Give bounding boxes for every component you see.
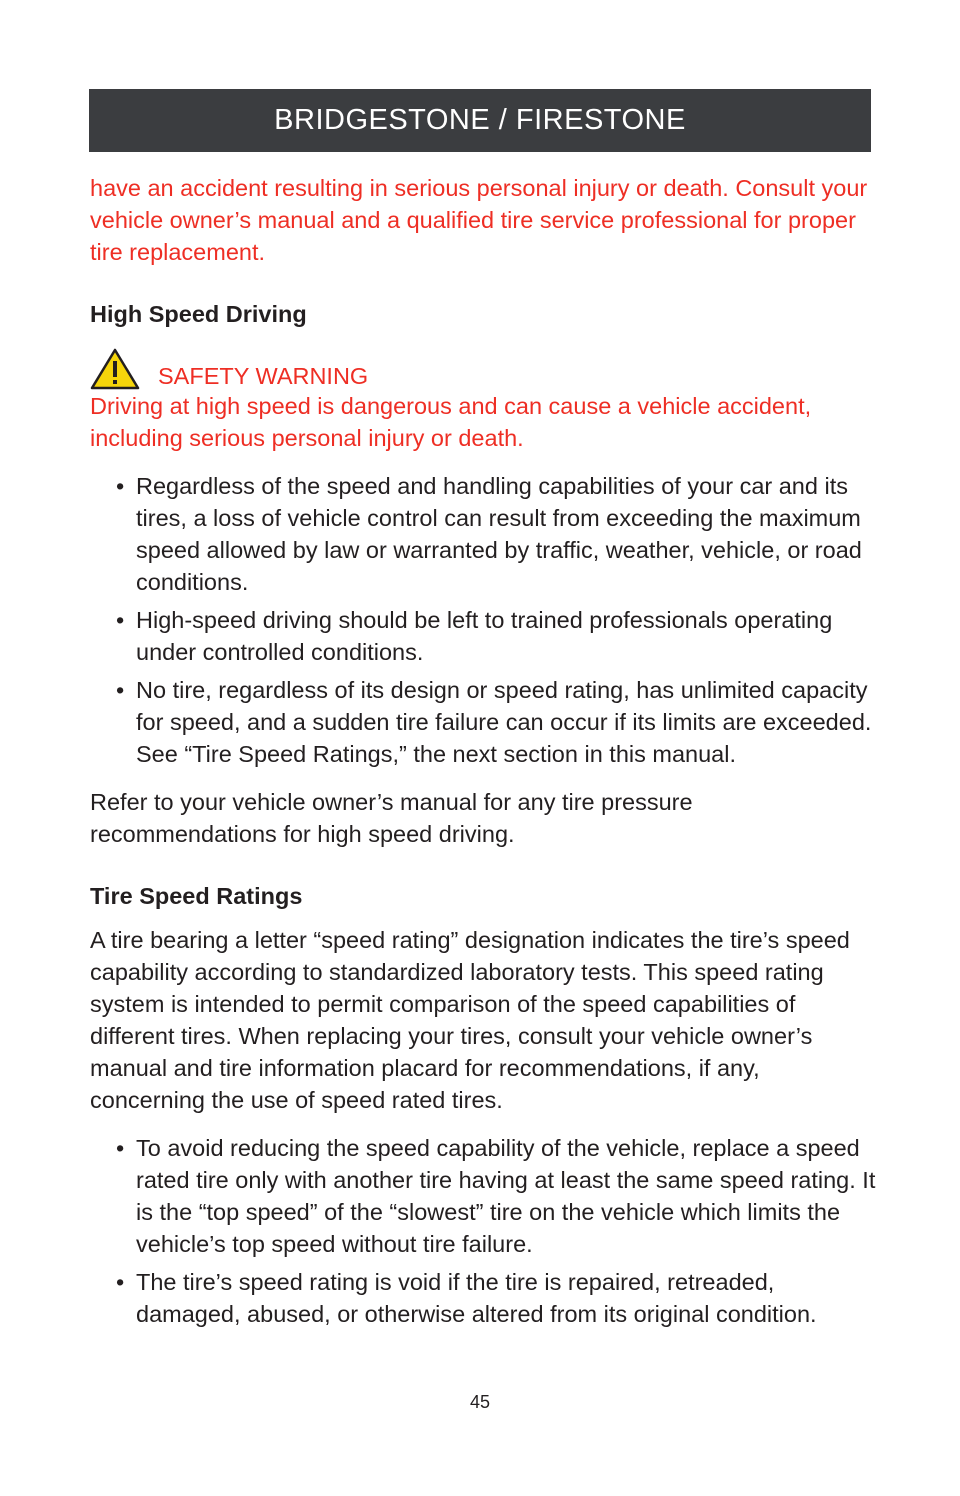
header-title: BRIDGESTONE / FIRESTONE <box>274 104 686 136</box>
list-item-text: No tire, regardless of its design or speed rating, has unlimited capacity for speed, and a sudden tire failure can occur if its limits are exceeded. See “Tire Speed Ratings,” the next section in this manual. <box>136 677 872 767</box>
page-number: 45 <box>469 1392 491 1412</box>
bullet-dot: • <box>116 677 125 703</box>
safety-warning-label: SAFETY WARNING <box>158 363 369 389</box>
list-item <box>116 674 880 770</box>
safety-warning-text: Driving at high speed is dangerous and can cause a vehicle accident, including serious personal injury or death. <box>90 393 812 451</box>
speed-rating-bullet-list <box>90 1132 880 1330</box>
list-item-text: To avoid reducing the speed capability of the vehicle, replace a speed rated tire only with another tire having at least the same speed rating. It is the “top speed” of the “slowest” tire on the vehicle which limits the vehicle’s top speed without tire failure. <box>136 1135 876 1257</box>
bullet-dot: • <box>116 1135 125 1161</box>
list-item-text: The tire’s speed rating is void if the tire is repaired, retreaded, damaged, abused, or otherwise altered from its original condition. <box>136 1269 817 1327</box>
page-content <box>90 172 880 1336</box>
list-item <box>116 1266 880 1330</box>
section-heading-high-speed: High Speed Driving <box>90 301 307 327</box>
bullet-dot: • <box>116 1269 125 1295</box>
header-bar <box>89 89 871 152</box>
list-item <box>116 1132 880 1260</box>
bullet-dot: • <box>116 473 125 499</box>
bullet-dot: • <box>116 607 125 633</box>
high-speed-bullet-list <box>90 470 880 770</box>
list-item-text: Regardless of the speed and handling capabilities of your car and its tires, a loss of vehicle control can result from exceeding the maximum speed allowed by law or warranted by traffic, weather, vehicle, or road conditions. <box>136 473 862 595</box>
section-heading-speed-ratings: Tire Speed Ratings <box>90 883 303 909</box>
warning-triangle-icon <box>90 348 140 390</box>
intro-warning-text: have an accident resulting in serious personal injury or death. Consult your vehicle owner’s manual and a qualified tire service professional for proper tire replacement. <box>90 175 868 265</box>
list-item-text: High-speed driving should be left to trained professionals operating under controlled conditions. <box>136 607 833 665</box>
pressure-note: Refer to your vehicle owner’s manual for any tire pressure recommendations for high speed driving. <box>90 789 693 847</box>
list-item <box>116 604 880 668</box>
speed-rating-paragraph: A tire bearing a letter “speed rating” designation indicates the tire’s speed capability according to standardized laboratory tests. This speed rating system is intended to permit comparison of the speed capabilities of different tires. When replacing your tires, consult your vehicle owner’s manual and tire information placard for recommendations, if any, concerning the use of speed rated tires. <box>90 927 850 1113</box>
list-item <box>116 470 880 598</box>
safety-warning-header <box>90 348 880 390</box>
